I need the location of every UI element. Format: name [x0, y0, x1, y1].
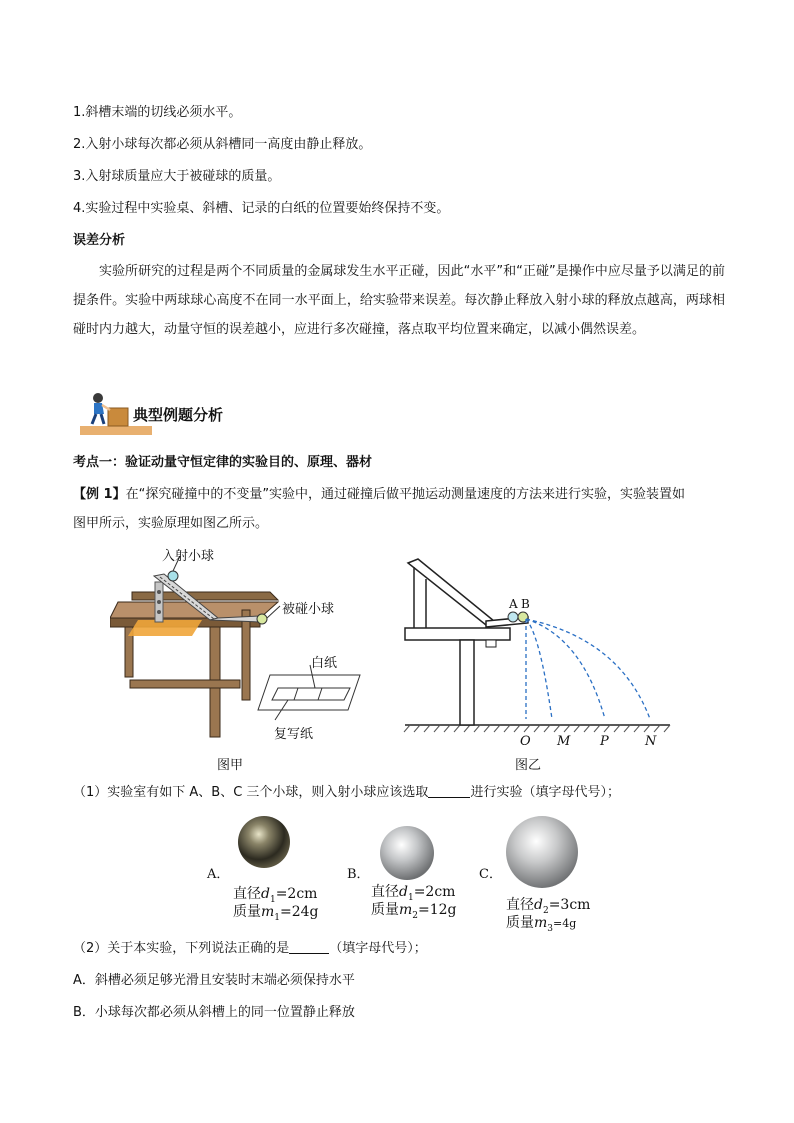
ball-B-letter: B． — [347, 867, 370, 882]
q2-answer-blank[interactable] — [289, 939, 329, 954]
ball-B-mass: 质量$m_2=12g$ — [371, 902, 457, 921]
figure-yi-principle — [400, 555, 675, 735]
q2-text-before: （2）关于本实验，下列说法正确的是 — [73, 941, 290, 956]
question-2 — [73, 939, 427, 959]
label-incident-ball: 入射小球 — [162, 549, 215, 564]
example-line-2: 图甲所示，实验原理如图乙所示。 — [73, 516, 269, 531]
ball-A-letter: A． — [207, 867, 230, 882]
caption-fig-yi: 图乙 — [515, 758, 542, 773]
ball-A-image — [236, 814, 292, 870]
ball-C-diameter: 直径$d_2=3cm$ — [506, 897, 591, 916]
note-3: 3.入射球质量应大于被碰球的质量。 — [73, 169, 281, 184]
ball-C-letter: C． — [479, 867, 502, 882]
error-heading: 误差分析 — [73, 233, 126, 248]
label-ball-A: A — [509, 597, 518, 611]
example-text-1: 在“探究碰撞中的不变量”实验中，通过碰撞后做平抛运动测量速度的方法来进行实验，实验装置如 — [125, 487, 686, 502]
question-1 — [73, 783, 620, 803]
label-ball-B: B — [521, 597, 530, 611]
note-1: 1.斜槽末端的切线必须水平。 — [73, 105, 242, 120]
point-M: M — [557, 734, 571, 749]
option-A: A．斜槽必须足够光滑且安装时末端必须保持水平 — [73, 973, 355, 988]
point-N: N — [645, 734, 657, 749]
label-carbon-paper: 复写纸 — [274, 727, 314, 742]
ball-A-diameter: 直径$d_1=2cm$ — [233, 886, 318, 905]
q1-text-before: （1）实验室有如下 A、B、C 三个小球，则入射小球应该选取 — [73, 785, 429, 800]
ball-C-image — [503, 813, 581, 891]
banner-title: 典型例题分析 — [133, 406, 224, 424]
note-4: 4.实验过程中实验桌、斜槽、记录的白纸的位置要始终保持不变。 — [73, 201, 450, 216]
ball-A-mass: 质量$m_1=24g$ — [233, 904, 319, 923]
q1-text-after: 进行实验（填字母代号）； — [470, 785, 620, 800]
point-P: P — [600, 734, 609, 749]
label-target-ball: 被碰小球 — [282, 602, 335, 617]
point-O: O — [520, 734, 531, 749]
figure-jia-apparatus — [110, 540, 370, 750]
q2-text-after: （填字母代号）； — [329, 941, 427, 956]
q1-answer-blank[interactable] — [428, 783, 470, 798]
section-title: 考点一：验证动量守恒定律的实验目的、原理、器材 — [73, 455, 373, 470]
example-line-1 — [73, 485, 685, 505]
caption-fig-jia: 图甲 — [217, 758, 244, 773]
ball-B-image — [378, 824, 436, 882]
option-B: B．小球每次都必须从斜槽上的同一位置静止释放 — [73, 1005, 355, 1020]
label-white-paper: 白纸 — [311, 656, 338, 671]
ball-B-diameter: 直径$d_1=2cm$ — [371, 884, 456, 903]
note-2: 2.入射小球每次都必须从斜槽同一高度由静止释放。 — [73, 137, 372, 152]
example-tag: 【例 1】 — [73, 487, 126, 502]
error-paragraph: 实验所研究的过程是两个不同质量的金属球发生水平正碰，因此“水平”和“正碰”是操作中应尽量予以满足的前提条件。实验中两球球心高度不在同一水平面上，给实验带来误差。每次静止释放入射小球的释放点越高，两球相碰时内力越大，动量守恒的误差越小，应进行多次碰撞，落点取平均位置来确定，以减小偶然误差。 — [73, 264, 725, 337]
ball-C-mass: 质量$m_3=4g$ — [506, 915, 577, 934]
